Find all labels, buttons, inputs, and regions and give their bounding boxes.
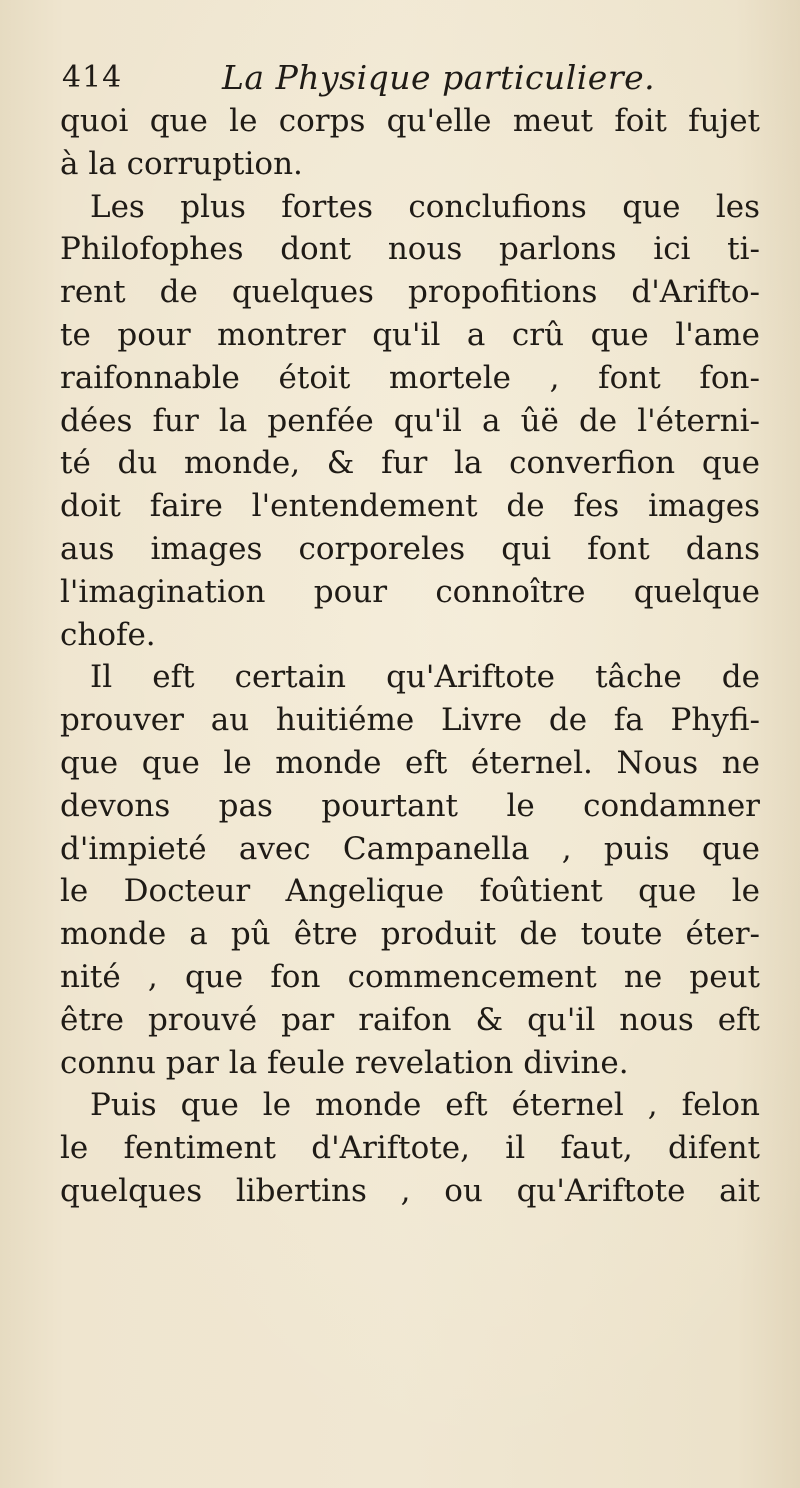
text-line: le fentiment d'Ariftote, il faut, difent bbox=[60, 1130, 760, 1167]
text-line: Puis que le monde eft éternel , felon bbox=[90, 1087, 760, 1124]
text-line: chofe. bbox=[60, 616, 156, 653]
text-line: connu par la feule revelation divine. bbox=[60, 1044, 629, 1081]
text-line: d'impieté avec Campanella , puis que bbox=[60, 830, 760, 867]
text-line: doit faire l'entendement de fes images bbox=[60, 488, 760, 525]
text-line: Il eft certain qu'Ariftote tâche de bbox=[90, 659, 760, 696]
text-line: Les plus fortes conclufions que les bbox=[90, 188, 760, 225]
text-line: devons pas pourtant le condamner bbox=[60, 787, 760, 824]
text-line: té du monde, & fur la converfion que bbox=[60, 445, 760, 482]
text-line: dées fur la penfée qu'il a ûë de l'éterni- bbox=[60, 402, 760, 439]
running-title: La Physique particuliere. bbox=[222, 58, 656, 97]
text-line: quoi que le corps qu'elle meut foit fujet bbox=[60, 103, 760, 139]
body-text bbox=[60, 100, 760, 1213]
text-line: à la corruption. bbox=[60, 145, 303, 182]
text-line: monde a pû être produit de toute éter- bbox=[60, 916, 760, 953]
text-line: le Docteur Angelique foûtient que le bbox=[60, 873, 760, 910]
text-line: raifonnable étoit mortele , font fon- bbox=[60, 359, 760, 396]
text-line: te pour montrer qu'il a crû que l'ame bbox=[60, 316, 760, 353]
text-line: aus images corporeles qui font dans bbox=[60, 530, 760, 567]
text-line: nité , que fon commencement ne peut bbox=[60, 958, 760, 995]
text-line: être prouvé par raifon & qu'il nous eft bbox=[60, 1001, 760, 1038]
text-line: rent de quelques propofitions d'Arifto- bbox=[60, 274, 760, 311]
text-line: prouver au huitiéme Livre de fa Phyfi- bbox=[60, 702, 760, 739]
page-number: 414 bbox=[62, 60, 123, 95]
text-line: Philofophes dont nous parlons ici ti- bbox=[60, 231, 760, 268]
text-line: l'imagination pour connoître quelque bbox=[60, 573, 760, 610]
text-line: que que le monde eft éternel. Nous ne bbox=[60, 744, 760, 781]
page-header bbox=[62, 52, 762, 102]
text-line: quelques libertins , ou qu'Ariftote ait bbox=[60, 1172, 760, 1209]
